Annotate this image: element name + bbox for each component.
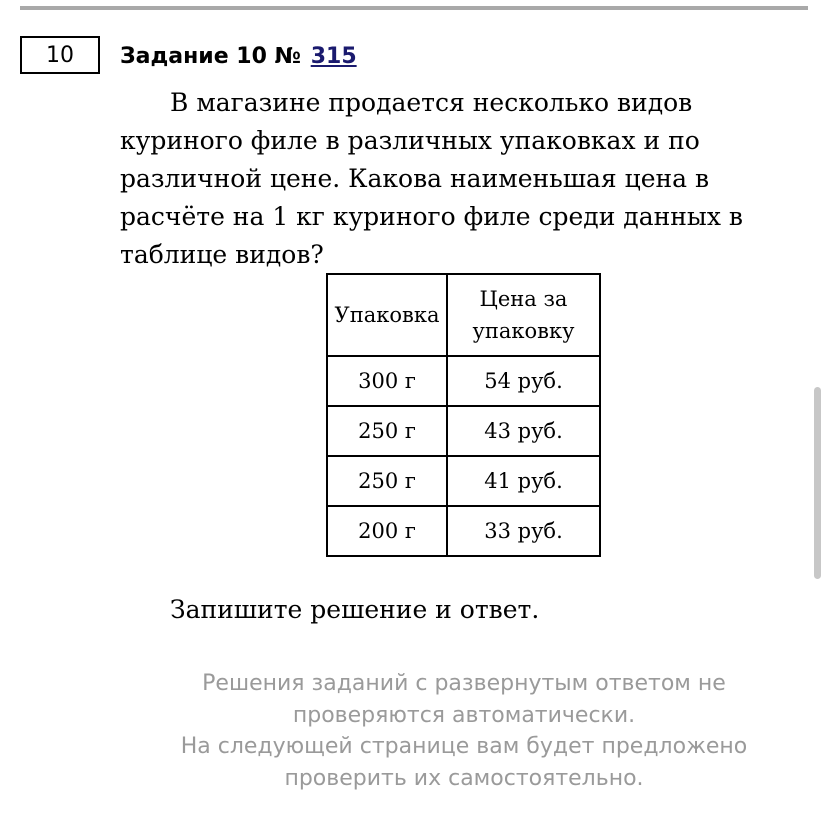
cell-package: 250 г: [327, 456, 447, 506]
task-title: [120, 44, 357, 69]
info-note-line-2: На следующей странице вам будет предложено проверить их самостоятельно.: [180, 734, 748, 791]
cell-price: 41 руб.: [447, 456, 600, 506]
table-header-row: [327, 274, 600, 356]
task-number: 10: [46, 42, 74, 68]
cell-price: 33 руб.: [447, 506, 600, 556]
table-row: [327, 406, 600, 456]
column-header-price: Цена за упаковку: [447, 274, 600, 356]
task-number-box: [20, 36, 100, 74]
scrollbar-thumb[interactable]: [814, 387, 821, 579]
info-note-line-1: Решения заданий с развернутым ответом не проверяются автоматически.: [202, 671, 726, 728]
cell-package: 200 г: [327, 506, 447, 556]
info-note: [140, 668, 788, 794]
top-divider: [20, 6, 808, 10]
problem-statement: В магазине продается несколько видов куриного филе в различных упаковках и по различной цене. Какова наименьшая цена в расчёте на 1 кг куриного филе среди данных в таблице видов?: [120, 88, 743, 269]
table-row: [327, 456, 600, 506]
answer-prompt: Запишите решение и ответ.: [170, 595, 540, 624]
table-row: [327, 356, 600, 406]
cell-package: 250 г: [327, 406, 447, 456]
cell-package: 300 г: [327, 356, 447, 406]
table-row: [327, 506, 600, 556]
cell-price: 43 руб.: [447, 406, 600, 456]
column-header-package: Упаковка: [327, 274, 447, 356]
task-id-link[interactable]: 315: [310, 44, 357, 69]
task-title-text: Задание 10 №: [120, 44, 302, 69]
cell-price: 54 руб.: [447, 356, 600, 406]
price-table: [326, 273, 601, 557]
